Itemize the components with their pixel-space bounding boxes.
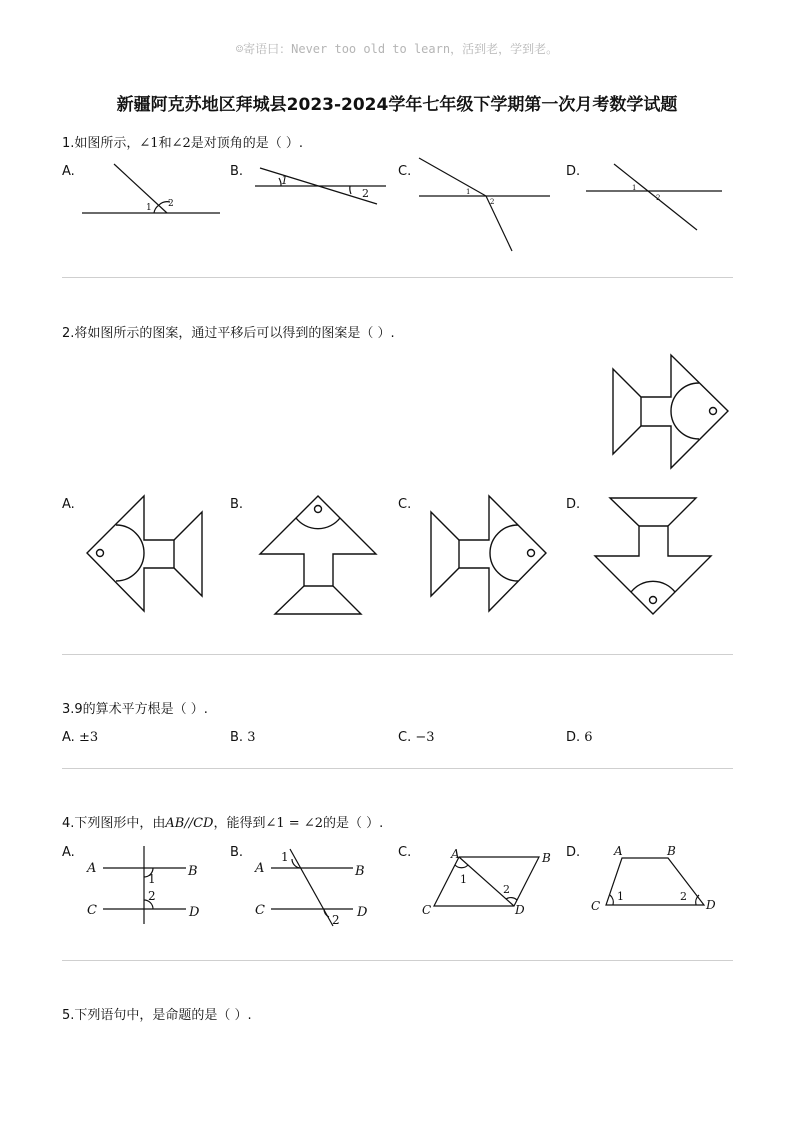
q1-option-a[interactable]: A. xyxy=(62,164,75,179)
q1-option-d[interactable]: D. xyxy=(566,164,581,179)
q4a-point-c: C xyxy=(87,903,97,918)
q4d-point-b: B xyxy=(667,844,676,858)
q4c-label-2: 2 xyxy=(503,883,510,896)
q1c-label-1: 1 xyxy=(466,188,471,196)
q1b-label-1: 1 xyxy=(281,174,288,187)
q2-figure-c xyxy=(431,496,546,611)
q1b-label-2: 2 xyxy=(362,187,369,200)
q4d-point-c: C xyxy=(591,899,601,913)
q1a-label-1: 1 xyxy=(146,203,152,213)
q1c-label-2: 2 xyxy=(490,198,495,206)
question-2-text: 2.将如图所示的图案，通过平移后可以得到的图案是（ ）. xyxy=(62,326,395,341)
q4d-label-2: 2 xyxy=(680,890,687,903)
q2-option-c[interactable]: C. xyxy=(398,497,412,512)
q2-option-a[interactable]: A. xyxy=(62,497,75,512)
q4-option-a[interactable]: A. xyxy=(62,845,75,860)
watermark: ☺寄语曰：Never too old to learn，活到老，学到老。 xyxy=(235,42,559,56)
q4-option-d[interactable]: D. xyxy=(566,845,581,860)
q4a-label-1: 1 xyxy=(148,872,156,886)
question-4-text: 4.下列图形中，由AB//CD，能得到∠1 = ∠2的是（ ）. xyxy=(62,816,384,831)
divider xyxy=(62,654,733,655)
q1-figure-d xyxy=(586,164,722,230)
q2-figure-a xyxy=(87,496,202,611)
divider xyxy=(62,768,733,769)
q4b-label-1: 1 xyxy=(281,850,289,864)
q4a-point-d: D xyxy=(189,905,200,920)
q4c-point-d: D xyxy=(515,903,525,917)
q4c-point-a: A xyxy=(451,847,460,861)
q2-option-d[interactable]: D. xyxy=(566,497,581,512)
q1-option-b[interactable]: B. xyxy=(230,164,244,179)
q4c-point-c: C xyxy=(422,903,432,917)
q4b-point-d: D xyxy=(357,905,368,920)
q4b-point-c: C xyxy=(255,903,265,918)
q1d-label-2: 2 xyxy=(656,194,661,202)
q3-option-c[interactable]: C. −3 xyxy=(398,730,435,745)
q4b-point-b: B xyxy=(355,864,365,879)
q4-option-b[interactable]: B. xyxy=(230,845,244,860)
page-title: 新疆阿克苏地区拜城县2023-2024学年七年级下学期第一次月考数学试题 xyxy=(116,95,678,115)
q1a-label-2: 2 xyxy=(168,199,174,209)
q3-option-b[interactable]: B. 3 xyxy=(230,730,256,745)
q4-figure-a xyxy=(103,846,186,924)
q1d-label-1: 1 xyxy=(632,184,637,192)
q4c-point-b: B xyxy=(542,851,551,865)
q2-figure-d xyxy=(595,498,711,614)
q4b-label-2: 2 xyxy=(332,913,340,927)
divider xyxy=(62,277,733,278)
q2-original-figure xyxy=(613,355,728,468)
q1-figure-c xyxy=(419,158,550,251)
q4d-point-d: D xyxy=(706,898,716,912)
q4c-label-1: 1 xyxy=(460,873,467,886)
q4a-point-a: A xyxy=(87,861,97,876)
q3-option-a[interactable]: A. ±3 xyxy=(62,730,99,745)
question-3-text: 3.9的算术平方根是（ ）. xyxy=(62,702,208,717)
q4a-point-b: B xyxy=(188,864,198,879)
question-5-text: 5.下列语句中，是命题的是（ ）. xyxy=(62,1008,252,1023)
question-1-text: 1.如图所示，∠1和∠2是对顶角的是（ ）. xyxy=(62,136,304,151)
q4-figure-c xyxy=(434,857,539,906)
q3-option-d[interactable]: D. 6 xyxy=(566,730,593,745)
q4b-point-a: A xyxy=(255,861,265,876)
q4d-point-a: A xyxy=(614,844,623,858)
q4a-label-2: 2 xyxy=(148,889,156,903)
q4-option-c[interactable]: C. xyxy=(398,845,412,860)
q1-option-c[interactable]: C. xyxy=(398,164,412,179)
q2-figure-b xyxy=(260,496,376,614)
q4d-label-1: 1 xyxy=(617,890,624,903)
q2-option-b[interactable]: B. xyxy=(230,497,244,512)
divider xyxy=(62,960,733,961)
